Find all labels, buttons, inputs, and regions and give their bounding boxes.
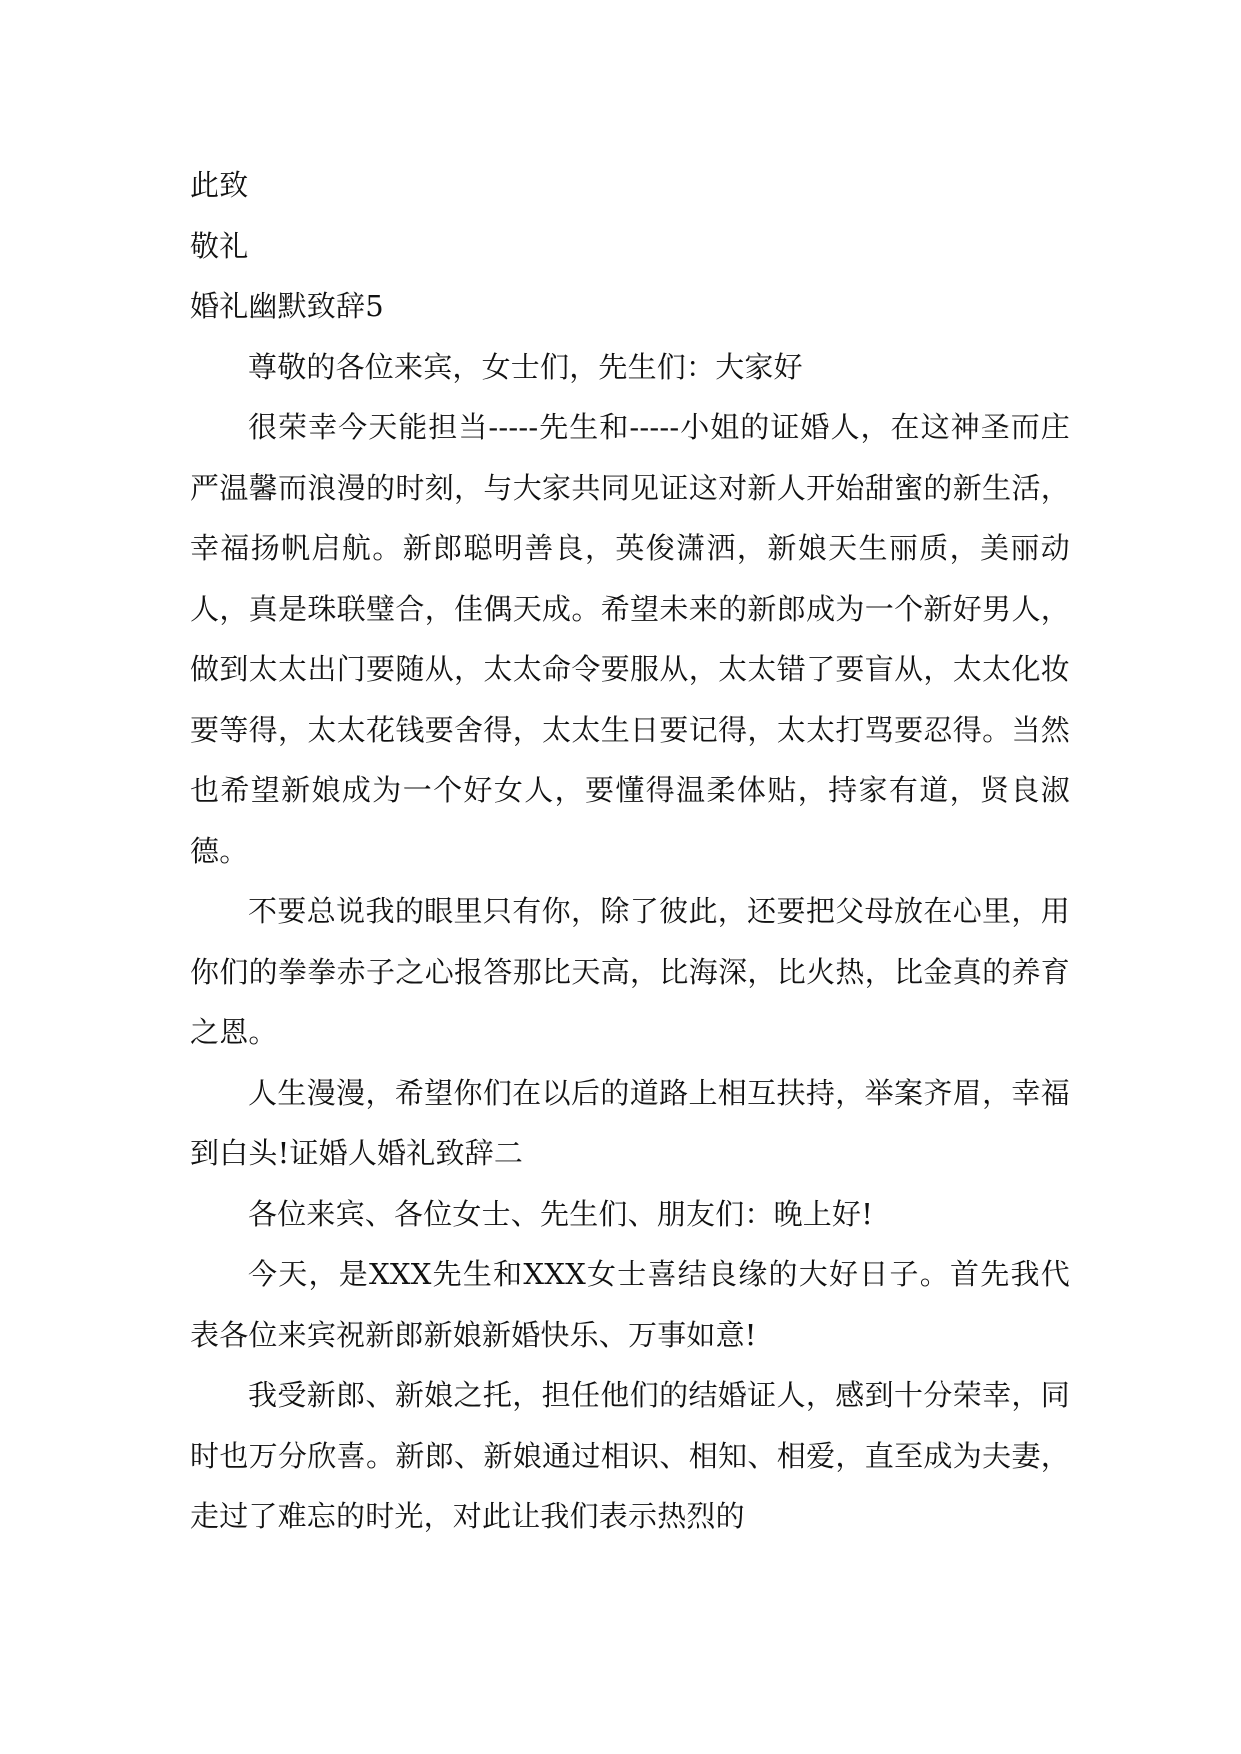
paragraph-body: 人生漫漫，希望你们在以后的道路上相互扶持，举案齐眉，幸福到白头!证婚人婚礼致辞二 [190, 1075, 1070, 1170]
paragraph-body: 很荣幸今天能担当-----先生和-----小姐的证婚人，在这神圣而庄严温馨而浪漫的时刻，与大家共同见证这对新人开始甜蜜的新生活，幸福扬帆启航。新郎聪明善良，英俊潇洒，新娘天生丽质，美丽动人，真是珠联璧合，佳偶天成。希望未来的新郎成为一个新好男人，做到太太出门要随从，太太命令要服从，太太错了要盲从，太太化妆要等得，太太花钱要舍得，太太生日要记得，太太打骂要忍得。当然也希望新娘成为一个好女人，要懂得温柔体贴，持家有道，贤良淑德。 [190, 410, 1070, 868]
document-body [190, 155, 1070, 1547]
paragraph-body: 不要总说我的眼里只有你，除了彼此，还要把父母放在心里，用你们的拳拳赤子之心报答那比天高，比海深，比火热，比金真的养育之恩。 [190, 894, 1070, 1049]
paragraph-greeting: 各位来宾、各位女士、先生们、朋友们：晚上好! [248, 1196, 874, 1231]
section-heading: 婚礼幽默致辞5 [190, 289, 384, 323]
closing-line-2: 敬礼 [190, 228, 249, 263]
paragraph-greeting: 尊敬的各位来宾，女士们，先生们：大家好 [248, 349, 803, 384]
closing-line-1: 此致 [190, 168, 249, 202]
paragraph-body: 我受新郎、新娘之托，担任他们的结婚证人，感到十分荣幸，同时也万分欣喜。新郎、新娘通过相识、相知、相爱，直至成为夫妻，走过了难忘的时光，对此让我们表示热烈的 [190, 1378, 1070, 1533]
paragraph-body: 今天，是XXX先生和XXX女士喜结良缘的大好日子。首先我代表各位来宾祝新郎新娘新婚快乐、万事如意! [190, 1257, 1070, 1352]
